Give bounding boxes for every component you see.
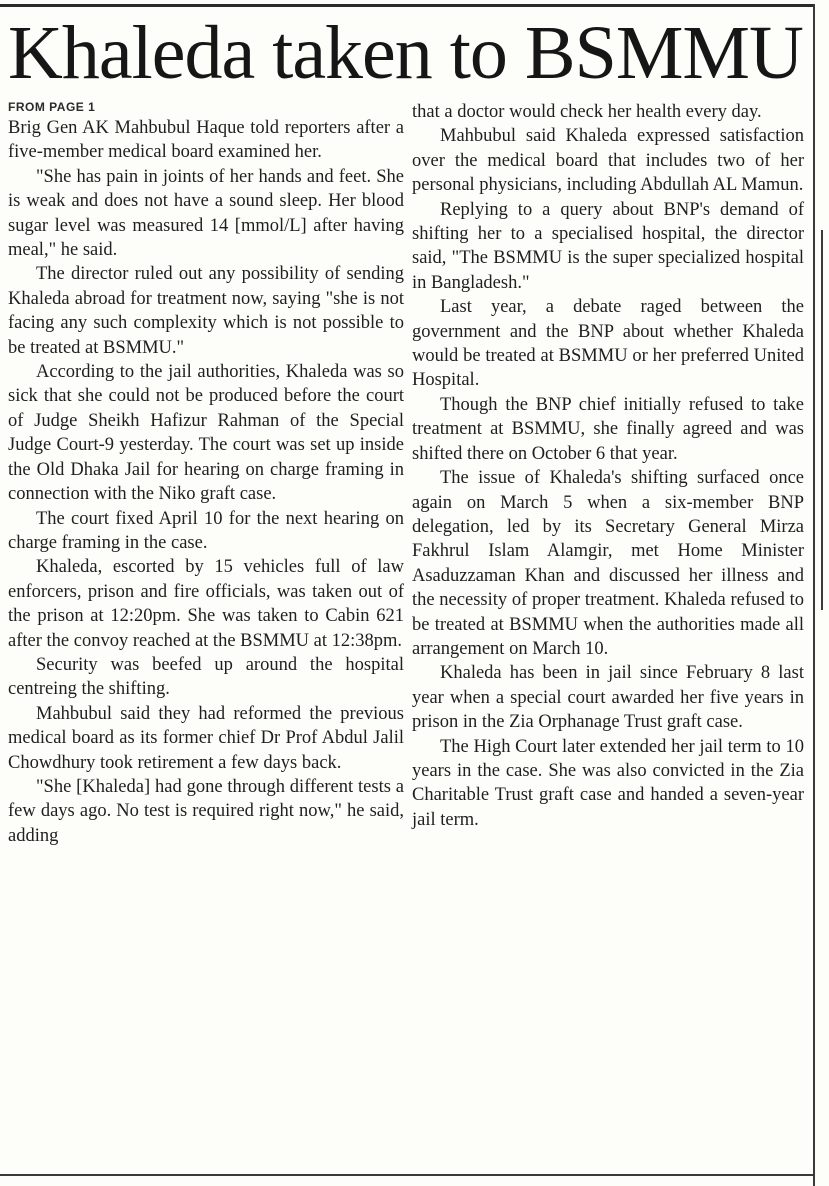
paragraph: The director ruled out any possibility of sending Khaleda abroad for treatment now, saying "she is not facing any such complexity which is not possible to be treated at BSMMU." — [8, 264, 404, 358]
left-column — [8, 100, 404, 848]
paragraph: that a doctor would check her health every day. — [412, 102, 762, 122]
paragraph: The High Court later extended her jail term to 10 years in the case. She was also convicted in the Zia Charitable Trust graft case and handed a seven-year jail term. — [412, 736, 804, 830]
continuation-label: FROM PAGE 1 — [8, 100, 96, 114]
bottom-border-rule — [0, 1174, 814, 1176]
paragraph: Last year, a debate raged between the government and the BNP about whether Khaleda would be treated at BSMMU or her preferred United Hospital. — [412, 297, 804, 391]
paragraph: According to the jail authorities, Khaleda was so sick that she could not be produced before the court of Judge Sheikh Hafizur Rahman of the Special Judge Court-9 yesterday. The court was set up inside the Old Dhaka Jail for hearing on charge framing in connection with the Niko graft case. — [8, 362, 404, 505]
top-rule — [0, 4, 814, 7]
paragraph: Khaleda has been in jail since February 8 last year when a special court awarded her five years in prison in the Zia Orphanage Trust graft case. — [412, 663, 804, 733]
adjacent-column-rule — [821, 230, 823, 610]
paragraph: "She [Khaleda] had gone through different tests a few days ago. No test is required right now," he said, adding — [8, 776, 404, 846]
paragraph: Mahbubul said they had reformed the previous medical board as its former chief Dr Prof Abdul Jalil Chowdhury took retirement a few days back. — [8, 703, 404, 773]
paragraph: Brig Gen AK Mahbubul Haque told reporters after a five-member medical board examined her. — [8, 118, 404, 163]
paragraph: Replying to a query about BNP's demand of shifting her to a specialised hospital, the director said, "The BSMMU is the super specialized hospital in Bangladesh." — [412, 199, 804, 293]
paragraph: Though the BNP chief initially refused to take treatment at BSMMU, she finally agreed and was shifted there on October 6 that year. — [412, 394, 804, 464]
paragraph: The court fixed April 10 for the next hearing on charge framing in the case. — [8, 508, 404, 553]
paragraph: The issue of Khaleda's shifting surfaced once again on March 5 when a six-member BNP delegation, led by its Secretary General Mirza Fakhrul Islam Alamgir, met Home Minister Asaduzzaman Khan and discussed her illness and the necessity of proper treatment. Khaleda refused to be treated at BSMMU when the authorities made all arrangement on March 10. — [412, 468, 804, 659]
paragraph: "She has pain in joints of her hands and feet. She is weak and does not have a sound sleep. Her blood sugar level was measured 14 [mmol/L] after having meal," he said. — [8, 166, 404, 261]
paragraph: Security was beefed up around the hospital centreing the shifting. — [8, 654, 404, 700]
right-column — [412, 100, 804, 832]
paragraph: Khaleda, escorted by 15 vehicles full of law enforcers, prison and fire officials, was taken out of the prison at 12:20pm. She was taken to Cabin 621 after the convoy reached at the BSMMU at 12:38pm. — [8, 557, 404, 651]
right-border-rule — [813, 4, 815, 1186]
paragraph: Mahbubul said Khaleda expressed satisfaction over the medical board that includes two of her personal physicians, including Abdullah AL Mamun. — [412, 126, 804, 196]
headline: Khaleda taken to BSMMU — [8, 11, 803, 95]
